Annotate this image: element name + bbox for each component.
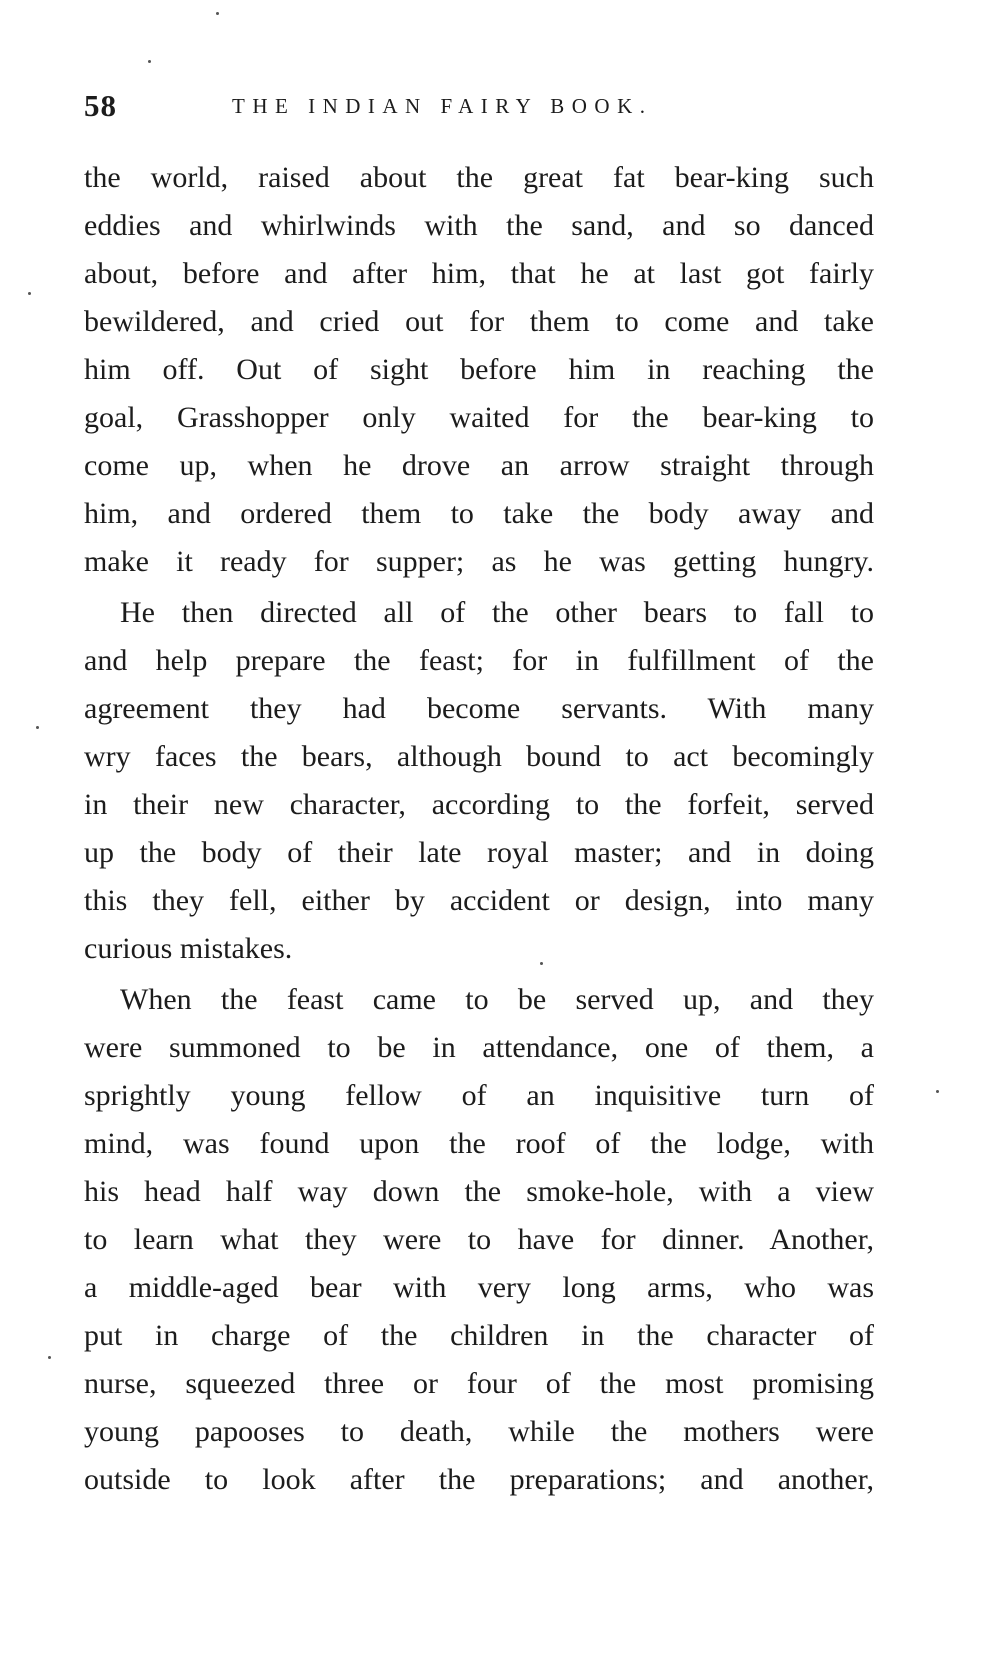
scan-speck (540, 962, 543, 965)
text-line: come up, when he drove an arrow straight through (84, 449, 874, 482)
running-head (84, 88, 874, 128)
text-line: his head half way down the smoke-hole, with a view (84, 1175, 874, 1208)
text-line: about, before and after him, that he at last got fairly (84, 257, 874, 290)
text-line: agreement they had become servants. With many (84, 692, 874, 725)
paragraph-3 (84, 976, 874, 1504)
page-number: 58 (84, 88, 117, 123)
text-line: in their new character, according to the forfeit, served (84, 788, 874, 821)
running-title: THE INDIAN FAIRY BOOK. (232, 94, 653, 118)
text-line: and help prepare the feast; for in fulfillment of the (84, 644, 874, 677)
text-line: to learn what they were to have for dinner. Another, (84, 1223, 874, 1256)
text-line: sprightly young fellow of an inquisitive turn of (84, 1079, 874, 1112)
text-line: outside to look after the preparations; and another, (84, 1463, 874, 1496)
paragraph-1 (84, 154, 874, 586)
scan-speck (36, 726, 39, 729)
text-line: mind, was found upon the roof of the lodge, with (84, 1127, 874, 1160)
text-line: curious mistakes. (84, 932, 293, 965)
text-line: make it ready for supper; as he was getting hungry. (84, 545, 874, 578)
text-line: the world, raised about the great fat bear-king such (84, 161, 874, 194)
scan-speck (148, 60, 151, 63)
text-line: put in charge of the children in the character of (84, 1319, 874, 1352)
text-line: goal, Grasshopper only waited for the bear-king to (84, 401, 874, 434)
text-line: this they fell, either by accident or design, into many (84, 884, 874, 917)
body-text (84, 154, 874, 1504)
text-line: young papooses to death, while the mothers were (84, 1415, 874, 1448)
text-line: eddies and whirlwinds with the sand, and so danced (84, 209, 874, 242)
scan-speck (936, 1090, 939, 1093)
text-line: bewildered, and cried out for them to come and take (84, 305, 874, 338)
scan-speck (48, 1356, 51, 1359)
text-line: up the body of their late royal master; and in doing (84, 836, 874, 869)
text-line: When the feast came to be served up, and they (120, 983, 874, 1016)
text-line: were summoned to be in attendance, one of them, a (84, 1031, 874, 1064)
text-line: He then directed all of the other bears to fall to (120, 596, 874, 629)
scan-speck (28, 292, 31, 295)
text-line: wry faces the bears, although bound to act becomingly (84, 740, 874, 773)
paragraph-2 (84, 589, 874, 973)
text-line: him off. Out of sight before him in reaching the (84, 353, 874, 386)
text-line: nurse, squeezed three or four of the most promising (84, 1367, 874, 1400)
text-line: him, and ordered them to take the body away and (84, 497, 874, 530)
text-line: a middle-aged bear with very long arms, who was (84, 1271, 874, 1304)
scan-speck (216, 12, 219, 15)
